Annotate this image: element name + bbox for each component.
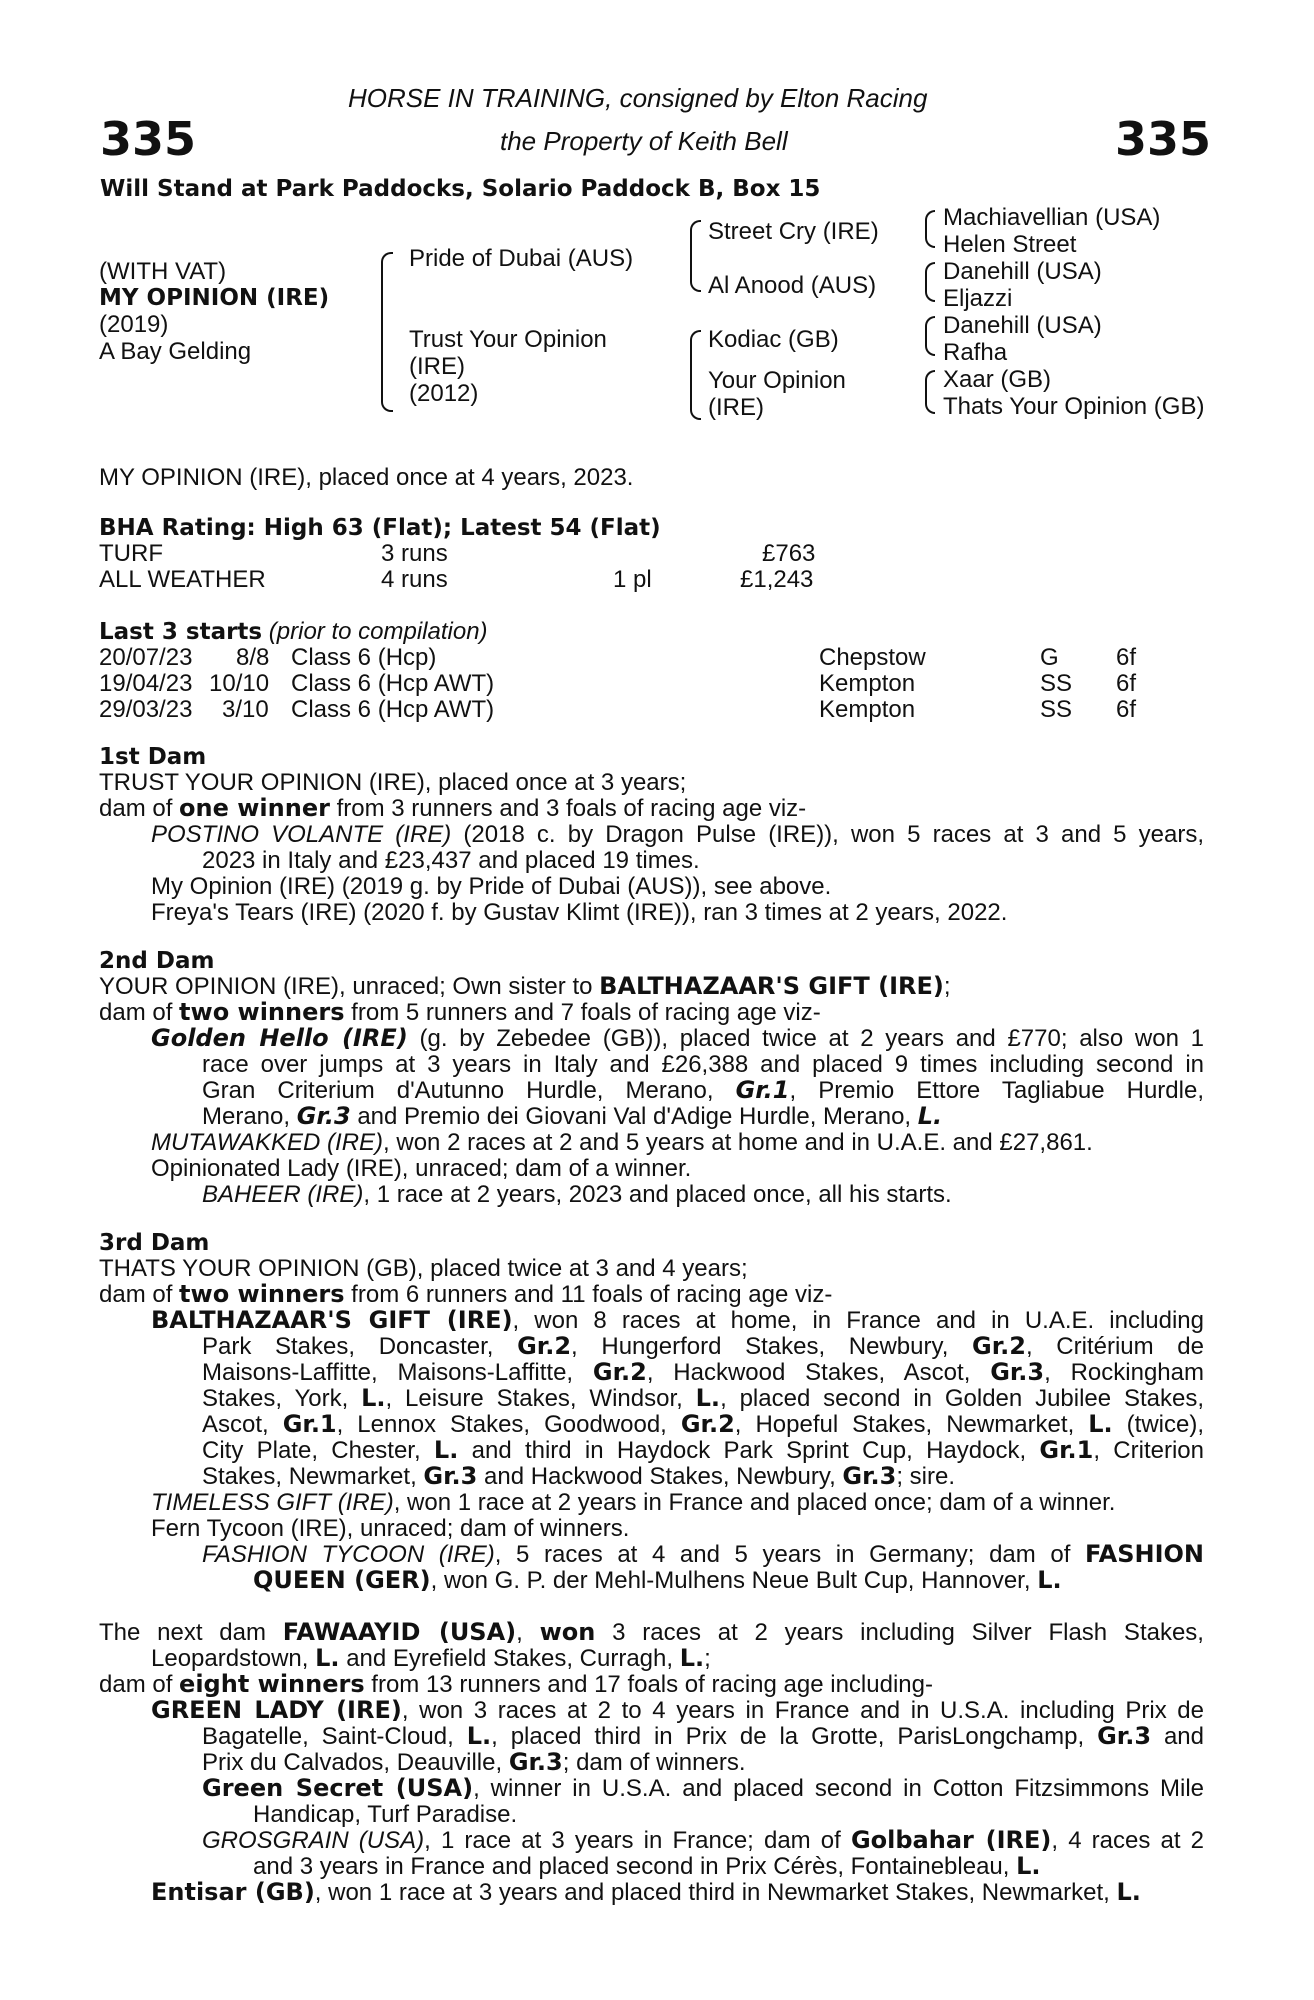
start-3-pos: 3/10 [222, 696, 269, 723]
start-2-pos: 10/10 [209, 670, 270, 697]
text: Park Stakes, Doncaster, [202, 1333, 518, 1360]
text: , 5 races at 4 and 5 years in Germany; dam of [494, 1541, 1085, 1568]
progeny-name: Golden Hello (IRE) [151, 1024, 408, 1052]
balthazaar-line-6 [202, 1438, 1204, 1464]
text: Ascot, [202, 1411, 283, 1438]
grade: Gr.1 [282, 1410, 337, 1438]
grade: Gr.3 [990, 1358, 1045, 1386]
text: , winner in U.S.A. and placed second in Cotton Fitzsimmons Mile [473, 1775, 1204, 1802]
pedigree-gen3-3: Danehill (USA) [943, 258, 1102, 285]
winners-count: one winner [179, 794, 330, 822]
text: , Lennox Stakes, Goodwood, [336, 1411, 681, 1438]
first-dam-progeny-1-cont: 2023 in Italy and £23,437 and placed 19 times. [202, 847, 700, 874]
balthazaar-line-4 [202, 1386, 1204, 1412]
second-dam-progeny-1-l3 [202, 1078, 1204, 1104]
second-dam-line-2 [99, 1000, 821, 1026]
start-2-course: Kempton [819, 670, 916, 697]
pedigree-brace-4 [925, 370, 935, 414]
text: The next dam [99, 1619, 283, 1646]
horse-description: A Bay Gelding [99, 338, 252, 365]
grosgrain-line-2 [253, 1854, 1041, 1880]
grade: Gr.3 [423, 1462, 478, 1490]
start-2-dist: 6f [1116, 670, 1137, 697]
text: and 3 years in France and placed second in Prix Cérès, Fontainebleau, [253, 1853, 1017, 1880]
text: won [539, 1618, 596, 1646]
rating-row-aw-runs: 4 runs [381, 566, 448, 593]
text: City Plate, Chester, [202, 1437, 434, 1464]
text: ; [704, 1645, 711, 1672]
start-1-course: Chepstow [819, 644, 926, 671]
horse-year: (2019) [99, 311, 169, 338]
pedigree-gen3-1: Machiavellian (USA) [943, 204, 1161, 231]
progeny-name: Golbahar (IRE) [850, 1826, 1052, 1854]
first-dam-line-2 [99, 796, 806, 822]
text: Bagatelle, Saint-Cloud, [202, 1723, 467, 1750]
text: and Hackwood Stakes, Newbury, [477, 1463, 843, 1490]
text: 3 races at 2 years including Silver Flash Stakes, [595, 1619, 1204, 1646]
start-1-race: Class 6 (Hcp) [291, 644, 437, 671]
grade: L. [315, 1644, 340, 1672]
text: , Criterion [1093, 1437, 1204, 1464]
balthazaar-line-1 [151, 1308, 1204, 1334]
progeny-name: FASHION [1085, 1540, 1205, 1568]
pedigree-dam-dam-1: Your Opinion [708, 367, 846, 394]
text: , won 1 race at 2 years in France and placed once; dam of a winner. [393, 1489, 1116, 1516]
pedigree-gen3-8: Thats Your Opinion (GB) [943, 393, 1205, 420]
text: , won 8 races at home, in France and in U.A.E. including [512, 1307, 1204, 1334]
start-2-race: Class 6 (Hcp AWT) [291, 670, 495, 697]
text: dam of [99, 999, 180, 1026]
green-secret-line-1 [202, 1776, 1204, 1802]
grade: L. [433, 1436, 459, 1464]
text: from 13 runners and 17 foals of racing age including- [364, 1671, 933, 1698]
grade: Gr.3 [1097, 1722, 1152, 1750]
second-dam-heading: 2nd Dam [99, 948, 215, 974]
grade: L. [1016, 1852, 1041, 1880]
text: and third in Haydock Park Sprint Cup, Haydock, [458, 1437, 1040, 1464]
text: , 4 races at 2 [1051, 1827, 1204, 1854]
text: , 1 race at 3 years in France; dam of [424, 1827, 851, 1854]
text: (2018 c. by Dragon Pulse (IRE)), won 5 races at 3 and 5 years, [451, 821, 1205, 848]
entisar-line [151, 1880, 1141, 1906]
third-dam-heading: 3rd Dam [99, 1230, 210, 1256]
grade: Gr.2 [517, 1332, 572, 1360]
stand-line: Will Stand at Park Paddocks, Solario Paddock B, Box 15 [100, 176, 821, 202]
first-dam-heading: 1st Dam [99, 744, 207, 770]
winners-count: eight winners [179, 1670, 365, 1698]
green-lady-line-1 [151, 1698, 1204, 1724]
text: , won 2 races at 2 and 5 years at home and in U.A.E. and £27,861. [383, 1129, 1093, 1156]
text: , Premio Ettore Tagliabue Hurdle, [789, 1077, 1204, 1104]
pedigree-gen3-7: Xaar (GB) [943, 366, 1052, 393]
text: Stakes, Newmarket, [202, 1463, 424, 1490]
green-lady-line-2 [202, 1724, 1204, 1750]
last-starts-heading [99, 618, 488, 646]
start-3-going: SS [1040, 696, 1073, 723]
text: from 3 runners and 3 foals of racing age viz- [329, 795, 807, 822]
pedigree-brace-main [381, 252, 393, 412]
vat-note: (WITH VAT) [99, 258, 227, 285]
progeny-name: BAHEER (IRE) [202, 1181, 364, 1208]
text: ; dam of winners. [562, 1749, 746, 1776]
balthazaar-line-5 [202, 1412, 1204, 1438]
progeny-name: TIMELESS GIFT (IRE) [151, 1489, 394, 1516]
second-dam-progeny-1-l2: race over jumps at 3 years in Italy and £26,388 and placed 9 times including second in [202, 1051, 1204, 1078]
text: , won 3 races at 2 to 4 years in France and in U.S.A. including Prix de [401, 1697, 1204, 1724]
pedigree-sire-dam: Al Anood (AUS) [708, 272, 877, 299]
fashion-tycoon-line [202, 1542, 1204, 1568]
text: , Hackwood Stakes, Ascot, [646, 1359, 991, 1386]
balthazaar-line-3 [202, 1360, 1204, 1386]
text: (g. by Zebedee (GB)), placed twice at 2 years and £770; also won 1 [407, 1025, 1205, 1052]
grade: Gr.2 [680, 1410, 735, 1438]
grade: Gr.2 [972, 1332, 1026, 1360]
timeless-gift-line [151, 1490, 1115, 1516]
fashion-queen-line [253, 1568, 1062, 1594]
text: , placed third in Prix de la Grotte, ParisLongchamp, [491, 1723, 1098, 1750]
pedigree-gen3-2: Helen Street [943, 231, 1077, 258]
pedigree-gen3-6: Rafha [943, 339, 1008, 366]
lot-number-left: 335 [100, 112, 197, 166]
progeny-name: Green Secret (USA) [202, 1774, 474, 1802]
pedigree-brace-sire [690, 220, 701, 292]
text: and Premio dei Giovani Val d'Adige Hurdle, Merano, [350, 1103, 918, 1130]
pedigree-brace-1 [925, 210, 935, 248]
text: Stakes, York, [202, 1385, 362, 1412]
grade: L. [1088, 1410, 1113, 1438]
first-dam-progeny-1 [151, 822, 1204, 848]
progeny-name: QUEEN (GER) [253, 1566, 431, 1594]
text: , Hungerford Stakes, Newbury, [571, 1333, 973, 1360]
grade: L. [466, 1722, 492, 1750]
text: and Eyrefield Stakes, Curragh, [339, 1645, 680, 1672]
start-3-race: Class 6 (Hcp AWT) [291, 696, 495, 723]
third-dam-line-2 [99, 1282, 832, 1308]
lot-number-right: 335 [1115, 112, 1212, 166]
winners-count: two winners [179, 998, 345, 1026]
next-dam-line-3 [99, 1672, 933, 1698]
progeny-name: GREEN LADY (IRE) [151, 1696, 402, 1724]
grosgrain-line-1 [202, 1828, 1204, 1854]
second-dam-progeny-1-l4 [202, 1104, 942, 1130]
balthazaar-line-7 [202, 1464, 955, 1490]
first-dam-line-1: TRUST YOUR OPINION (IRE), placed once at 3 years; [99, 769, 687, 796]
next-dam-line-1 [99, 1620, 1204, 1646]
second-dam-progeny-3: Opinionated Lady (IRE), unraced; dam of a winner. [151, 1155, 692, 1182]
text: , Rockingham [1044, 1359, 1204, 1386]
second-dam-progeny-2 [151, 1130, 1093, 1156]
progeny-name: Entisar (GB) [151, 1878, 315, 1906]
horse-ref: FAWAAYID (USA) [282, 1618, 517, 1646]
pedigree-dam-3: (2012) [409, 380, 479, 407]
grade: Gr.1 [1039, 1436, 1094, 1464]
first-dam-progeny-3: Freya's Tears (IRE) (2020 f. by Gustav Klimt (IRE)), ran 3 times at 2 years, 2022. [151, 899, 1008, 926]
text: , placed second in Golden Jubilee Stakes, [720, 1385, 1204, 1412]
grade: L. [1037, 1566, 1062, 1594]
progeny-name: MUTAWAKKED (IRE) [151, 1129, 384, 1156]
start-1-date: 20/07/23 [99, 644, 193, 671]
last-starts-title: Last 3 starts [99, 619, 263, 645]
balthazaar-line-2 [202, 1334, 1204, 1360]
text: , 1 race at 2 years, 2023 and placed once, all his starts. [363, 1181, 952, 1208]
grade: L. [695, 1384, 721, 1412]
horse-name: MY OPINION (IRE) [99, 285, 330, 311]
progeny-name: POSTINO VOLANTE (IRE) [151, 821, 452, 848]
start-2-going: SS [1040, 670, 1073, 697]
progeny-name: BALTHAZAAR'S GIFT (IRE) [151, 1306, 513, 1334]
grade: L. [917, 1102, 943, 1130]
second-dam-line-1 [99, 974, 951, 1000]
grade: Gr.2 [592, 1358, 647, 1386]
grade: L. [679, 1644, 705, 1672]
rating-row-aw-prize: £1,243 [740, 566, 814, 593]
pedigree-gen3-5: Danehill (USA) [943, 312, 1102, 339]
pedigree-sire: Pride of Dubai (AUS) [409, 245, 634, 272]
last-starts-note: (prior to compilation) [268, 618, 488, 645]
pedigree-dam-sire: Kodiac (GB) [708, 326, 839, 353]
grade: Gr.3 [508, 1748, 563, 1776]
grade: Gr.1 [735, 1076, 790, 1104]
bha-rating-title: BHA Rating: High 63 (Flat); Latest 54 (Flat) [99, 515, 661, 541]
pedigree-gen3-4: Eljazzi [943, 285, 1013, 312]
start-3-course: Kempton [819, 696, 916, 723]
pedigree-sire-sire: Street Cry (IRE) [708, 218, 879, 245]
rating-row-aw-surface: ALL WEATHER [99, 566, 266, 593]
grade: L. [361, 1384, 386, 1412]
rating-row-aw-placed: 1 pl [613, 566, 652, 593]
text: Leopardstown, [151, 1645, 316, 1672]
text: YOUR OPINION (IRE), unraced; Own sister to [99, 973, 600, 1000]
text: dam of [99, 1281, 180, 1308]
progeny-name: FASHION TYCOON (IRE) [202, 1541, 495, 1568]
consignor-line: HORSE IN TRAINING, consigned by Elton Racing [348, 83, 928, 113]
text: ; sire. [896, 1463, 956, 1490]
rating-row-turf-surface: TURF [99, 540, 163, 567]
text: from 5 runners and 7 foals of racing age viz- [344, 999, 821, 1026]
summary-line: MY OPINION (IRE), placed once at 4 years, 2023. [99, 464, 634, 491]
fern-tycoon-line: Fern Tycoon (IRE), unraced; dam of winners. [151, 1515, 630, 1542]
text: Maisons-Laffitte, Maisons-Laffitte, [202, 1359, 593, 1386]
text: , Leisure Stakes, Windsor, [385, 1385, 696, 1412]
second-dam-progeny-3-sub [202, 1182, 952, 1208]
text: , [516, 1619, 540, 1646]
start-2-date: 19/04/23 [99, 670, 193, 697]
text: Prix du Calvados, Deauville, [202, 1749, 509, 1776]
text: and [1151, 1723, 1205, 1750]
text: , won G. P. der Mehl-Mulhens Neue Bult Cup, Hannover, [430, 1567, 1038, 1594]
next-dam-line-2 [151, 1646, 711, 1672]
text: , Hopeful Stakes, Newmarket, [734, 1411, 1089, 1438]
green-secret-line-2: Handicap, Turf Paradise. [253, 1801, 518, 1828]
rating-row-turf-runs: 3 runs [381, 540, 448, 567]
text: , won 1 race at 3 years and placed third in Newmarket Stakes, Newmarket, [314, 1879, 1117, 1906]
text: from 6 runners and 11 foals of racing age viz- [344, 1281, 833, 1308]
green-lady-line-3 [202, 1750, 746, 1776]
grade: L. [1116, 1878, 1141, 1906]
pedigree-dam-dam-2: (IRE) [708, 394, 764, 421]
third-dam-line-1: THATS YOUR OPINION (GB), placed twice at 3 and 4 years; [99, 1255, 748, 1282]
text: Gran Criterium d'Autunno Hurdle, Merano, [202, 1077, 736, 1104]
pedigree-brace-2 [925, 262, 935, 302]
second-dam-progeny-1 [151, 1026, 1204, 1052]
start-1-dist: 6f [1116, 644, 1137, 671]
progeny-line [151, 822, 1204, 848]
pedigree-brace-dam [690, 330, 701, 420]
start-1-going: G [1040, 644, 1059, 671]
grade: Gr.3 [296, 1102, 351, 1130]
first-dam-progeny-2: My Opinion (IRE) (2019 g. by Pride of Dubai (AUS)), see above. [151, 873, 832, 900]
progeny-name: GROSGRAIN (USA) [202, 1827, 425, 1854]
start-1-pos: 8/8 [236, 644, 270, 671]
pedigree-brace-3 [925, 316, 935, 356]
grade: Gr.3 [842, 1462, 897, 1490]
text: (twice), [1112, 1411, 1205, 1438]
start-3-date: 29/03/23 [99, 696, 193, 723]
text: dam of [99, 795, 180, 822]
text: dam of [99, 1671, 180, 1698]
property-line: the Property of Keith Bell [500, 126, 788, 156]
text: ; [943, 973, 951, 1000]
horse-ref: BALTHAZAAR'S GIFT (IRE) [599, 972, 944, 1000]
pedigree-dam-2: (IRE) [409, 353, 465, 380]
rating-row-turf-prize: £763 [762, 540, 816, 567]
text: Merano, [202, 1103, 297, 1130]
text: , Critérium de [1025, 1333, 1204, 1360]
pedigree-dam-1: Trust Your Opinion [409, 326, 607, 353]
winners-count: two winners [179, 1280, 345, 1308]
start-3-dist: 6f [1116, 696, 1137, 723]
